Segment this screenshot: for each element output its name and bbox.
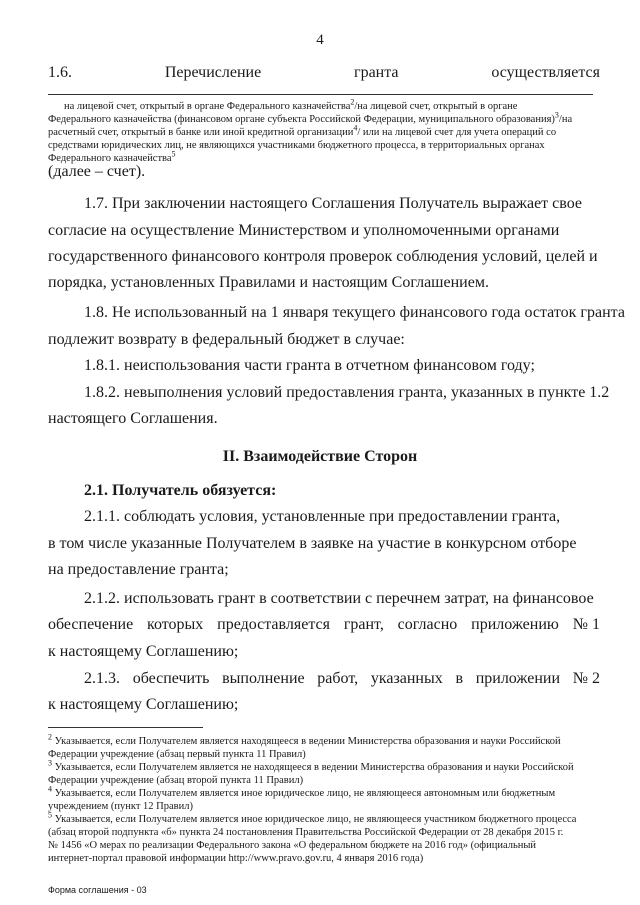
clause-2-1-2-line: обеспечение которых предоставляется грант, согласно приложению № 1 <box>48 616 600 633</box>
clause-1-7-line: согласие на осуществление Министерством и уполномоченными органами <box>48 222 560 239</box>
footnote: $^2$ Указывается, если Получателем является находящееся в ведении Министерства образования и науки Российской <box>48 732 561 747</box>
clause-1-6-word: гранта <box>354 64 399 81</box>
clause-1-6-end: (далее – счет). <box>48 163 146 180</box>
clause-1-6-word: осуществляется <box>491 64 600 81</box>
clause-2-1-1-line: в том числе указанные Получателем в заявке на участие в конкурсном отборе <box>48 535 577 552</box>
footnote-rule <box>48 727 203 728</box>
clause-1-8-1: 1.8.1. неиспользования части гранта в отчетном финансовом году; <box>84 357 535 374</box>
footnote: $^3$ Указывается, если Получателем является не находящееся в ведении Министерства образования и науки Российской <box>48 758 574 773</box>
insertion-rule <box>48 94 593 95</box>
page-number: 4 <box>316 32 324 48</box>
clause-1-6-word: Перечисление <box>164 64 262 81</box>
clause-1-7-line: порядка, установленных Правилами и настоящим Соглашением. <box>48 274 489 291</box>
footnote: $^5$ Указывается, если Получателем является иное юридическое лицо, не являющееся участником бюджетного процесса <box>48 810 577 825</box>
footnote-line: Федерации учреждение (абзац второй пункта 11 Правил) <box>48 775 304 786</box>
form-footer: Форма соглашения - 03 <box>48 885 147 895</box>
clause-2-1: 2.1. Получатель обязуется: <box>84 482 277 499</box>
insertion-line: на лицевой счет, открытый в органе Федерального казначейства$^2$/на лицевой счет, открытый в органе <box>64 97 518 112</box>
clause-1-7-line: государственного финансового контроля проверок соблюдения условий, целей и <box>48 248 598 265</box>
insertion-line: Федерального казначейства$^5$ <box>48 149 176 164</box>
insertion-line: Федерального казначейства (финансовом органе субъекта Российской Федерации, муниципального образования)$^3$/на <box>48 110 573 125</box>
clause-1-8-2-line: настоящего Соглашения. <box>48 410 218 427</box>
clause-1-8-2-line: 1.8.2. невыполнения условий предоставления гранта, указанных в пункте 1.2 <box>84 384 610 401</box>
clause-1-8-line: подлежит возврату в федеральный бюджет в случае: <box>48 331 405 348</box>
clause-1-6-number: 1.6. <box>48 64 72 81</box>
footnote-line: (абзац второй подпункта «б» пункта 24 постановления Правительства Российской Федерации от 28 декабря 2015 г. <box>48 827 564 838</box>
insertion-line: расчетный счет, открытый в банке или иной кредитной организации$^4$/ или на лицевой счет для учета операций со <box>48 123 557 138</box>
clause-2-1-3-line: к настоящему Соглашению; <box>48 696 239 713</box>
footnote: $^4$ Указывается, если Получателем является иное юридическое лицо, не являющееся автономным или бюджетным <box>48 784 556 799</box>
clause-2-1-2-line: 2.1.2. использовать грант в соответствии с перечнем затрат, на финансовое <box>84 590 594 607</box>
clause-2-1-2-line: к настоящему Соглашению; <box>48 643 239 660</box>
clause-1-7-line: 1.7. При заключении настоящего Соглашения Получатель выражает свое <box>84 195 583 212</box>
section-heading: II. Взаимодействие Сторон <box>222 448 418 465</box>
footnote-line: интернет-портал правовой информации http://www.pravo.gov.ru, 4 января 2016 года) <box>48 853 424 864</box>
clause-2-1-1-line: на предоставление гранта; <box>48 561 229 578</box>
clause-2-1-1-line: 2.1.1. соблюдать условия, установленные при предоставлении гранта, <box>84 508 561 525</box>
footnote-line: № 1456 «О мерах по реализации Федерального закона «О федеральном бюджете на 2016 год» (официальный <box>48 840 537 851</box>
insertion-line: средствами юридических лиц, не являющихся участниками бюджетного процесса, в территориальных органах <box>48 140 545 151</box>
clause-1-6-line <box>48 64 600 82</box>
footnote-line: учреждением (пункт 12 Правил) <box>48 801 193 812</box>
clause-1-8-line: 1.8. Не использованный на 1 января текущего финансового года остаток гранта <box>84 304 625 321</box>
clause-2-1-3-line: 2.1.3. обеспечить выполнение работ, указанных в приложении № 2 <box>84 670 600 687</box>
footnote-line: Федерации учреждение (абзац первый пункта 11 Правил) <box>48 749 306 760</box>
